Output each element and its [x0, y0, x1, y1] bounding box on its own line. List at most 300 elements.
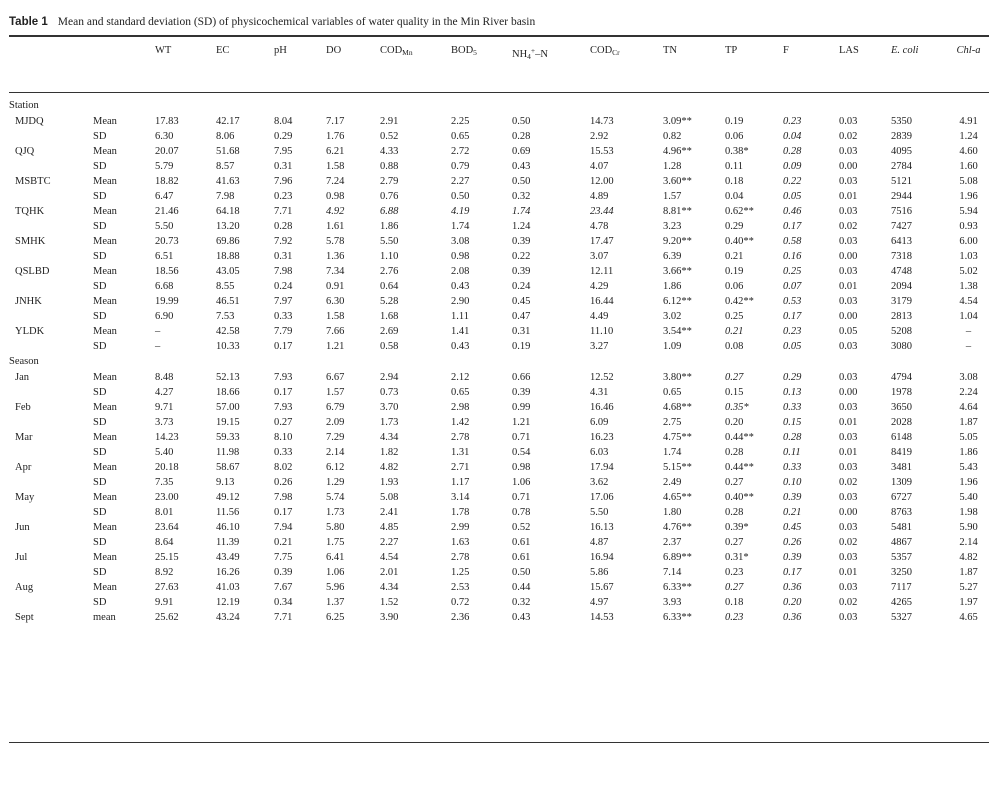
table-cell: 1.52	[380, 597, 399, 608]
table-cell: 16.46	[590, 402, 614, 413]
table-cell: 4.65**	[663, 492, 692, 503]
table-cell: 1.74	[663, 447, 682, 458]
table-cell: 0.00	[839, 311, 858, 322]
table-cell: 6.33**	[663, 612, 692, 623]
table-cell: 14.23	[155, 432, 179, 443]
table-cell: 2.25	[451, 116, 470, 127]
table-cell: 0.88	[380, 161, 399, 172]
table-cell: 0.91	[326, 281, 345, 292]
table-cell: 1.03	[959, 251, 978, 262]
table-row	[9, 324, 989, 339]
table-cell: 8.48	[155, 372, 174, 383]
table-cell: 5357	[891, 552, 912, 563]
table-cell: 2.79	[380, 176, 399, 187]
table-cell: 0.01	[839, 567, 858, 578]
table-cell: 4.60	[959, 146, 978, 157]
table-cell: 0.61	[512, 537, 531, 548]
table-cell: 5.50	[590, 507, 609, 518]
table-cell: 1.80	[663, 507, 682, 518]
table-cell: 0.32	[512, 191, 531, 202]
table-cell: 4.92	[326, 206, 345, 217]
table-cell: 4.82	[380, 462, 399, 473]
table-cell: 3.73	[155, 417, 174, 428]
table-cell: 0.24	[512, 281, 531, 292]
table-title: Mean and standard deviation (SD) of physicochemical variables of water quality in the Min River basin	[57, 16, 536, 28]
table-cell: 2.91	[380, 116, 399, 127]
table-cell: 1.82	[380, 447, 399, 458]
table-cell: 1.24	[512, 221, 531, 232]
table-cell: 6.30	[155, 131, 174, 142]
table-cell: 2.14	[326, 447, 345, 458]
stat-label: SD	[93, 191, 107, 202]
table-cell: 7.98	[216, 191, 235, 202]
table-row	[9, 415, 989, 430]
table-cell: 0.02	[839, 537, 858, 548]
col-tp: TP	[725, 45, 738, 56]
col-chla: Chl-a	[956, 45, 981, 56]
table-cell: 1.61	[326, 221, 345, 232]
row-label	[9, 595, 93, 610]
table-label: Table 1	[9, 16, 48, 28]
table-cell: 0.29	[274, 131, 293, 142]
table-cell: 2.78	[451, 552, 470, 563]
table-cell: 7516	[891, 206, 912, 217]
table-cell: 6.25	[326, 612, 345, 623]
table-cell: 0.28	[512, 131, 531, 142]
table-cell: 17.83	[155, 116, 179, 127]
row-label: MSBTC	[15, 176, 51, 187]
table-cell: 49.12	[216, 492, 240, 503]
table-body	[9, 98, 989, 625]
table-cell: 0.03	[839, 266, 858, 277]
row-label: QJQ	[15, 146, 35, 157]
table-cell: 2.14	[959, 537, 978, 548]
stat-label: SD	[93, 507, 107, 518]
table-cell: 0.62**	[725, 206, 754, 217]
table-cell: 5121	[891, 176, 912, 187]
table-cell: 11.10	[590, 326, 614, 337]
stat-label: Mean	[93, 296, 117, 307]
table-cell: 0.27	[274, 417, 293, 428]
table-cell: 0.02	[839, 597, 858, 608]
row-label	[9, 385, 93, 400]
table-cell: 16.26	[216, 567, 240, 578]
table-cell: 0.18	[725, 176, 744, 187]
table-cell: 0.15	[725, 387, 744, 398]
table-cell: 23.64	[155, 522, 179, 533]
table-cell: 0.65	[663, 387, 682, 398]
table-cell: 0.44**	[725, 432, 754, 443]
stat-label: SD	[93, 417, 107, 428]
table-cell: 17.94	[590, 462, 614, 473]
table-cell: 1.06	[512, 477, 531, 488]
table-cell: 0.04	[783, 131, 802, 142]
table-cell: 1.97	[959, 597, 978, 608]
table-cell: 6.39	[663, 251, 682, 262]
table-cell: 5.79	[155, 161, 174, 172]
table-cell: 4.89	[590, 191, 609, 202]
table-cell: 1.31	[451, 447, 470, 458]
table-cell: 1.41	[451, 326, 470, 337]
table-cell: 0.27	[725, 477, 744, 488]
table-cell: 2.69	[380, 326, 399, 337]
section-station	[9, 98, 989, 114]
row-label: Mar	[15, 432, 33, 443]
table-cell: 11.98	[216, 447, 240, 458]
table-cell: 7427	[891, 221, 912, 232]
table-cell: 23.00	[155, 492, 179, 503]
table-cell: 0.01	[839, 281, 858, 292]
table-cell: 0.28	[725, 507, 744, 518]
stat-label: Mean	[93, 326, 117, 337]
table-cell: 1.63	[451, 537, 470, 548]
stat-label: mean	[93, 612, 116, 623]
table-cell: 0.27	[725, 537, 744, 548]
table-cell: 5.27	[959, 582, 978, 593]
table-cell: 2.09	[326, 417, 345, 428]
table-cell: 2.76	[380, 266, 399, 277]
table-cell: 6.68	[155, 281, 174, 292]
row-label: Apr	[15, 462, 32, 473]
stat-label: SD	[93, 387, 107, 398]
table-cell: 0.66	[512, 372, 531, 383]
table-cell: 5.40	[155, 447, 174, 458]
table-cell: 0.23	[274, 191, 293, 202]
table-cell: 7.94	[274, 522, 293, 533]
table-cell: 16.94	[590, 552, 614, 563]
table-cell: 4.82	[959, 552, 978, 563]
table-cell: 2028	[891, 417, 912, 428]
table-cell: 0.23	[783, 326, 802, 337]
table-cell: 25.15	[155, 552, 179, 563]
row-label: SMHK	[15, 236, 46, 247]
table-cell: 1.78	[451, 507, 470, 518]
row-label: May	[15, 492, 35, 503]
table-cell: 5.40	[959, 492, 978, 503]
table-cell: 6.90	[155, 311, 174, 322]
table-cell: 0.21	[725, 326, 744, 337]
table-row	[9, 189, 989, 204]
table-cell: 0.21	[725, 251, 744, 262]
table-cell: 3.80**	[663, 372, 692, 383]
table-cell: 0.32	[512, 597, 531, 608]
table-cell: 0.38*	[725, 146, 749, 157]
table-cell: 4.49	[590, 311, 609, 322]
table-cell: 59.33	[216, 432, 240, 443]
table-cell: 0.17	[274, 507, 293, 518]
stat-label: Mean	[93, 206, 117, 217]
row-label: Jul	[15, 552, 28, 563]
table-row	[9, 430, 989, 445]
table-row	[9, 174, 989, 189]
table-cell: 7.98	[274, 492, 293, 503]
table-cell: 0.27	[725, 372, 744, 383]
stat-label: SD	[93, 341, 107, 352]
table-cell: 7.79	[274, 326, 293, 337]
table-cell: 7.98	[274, 266, 293, 277]
table-cell: 0.99	[512, 402, 531, 413]
table-cell: 0.39	[274, 567, 293, 578]
table-cell: 1.04	[959, 311, 978, 322]
table-cell: 0.45	[512, 296, 531, 307]
table-cell: 15.53	[590, 146, 614, 157]
table-cell: 0.26	[783, 537, 802, 548]
table-cell: 6.47	[155, 191, 174, 202]
table-cell: 0.03	[839, 492, 858, 503]
table-cell: 3.62	[590, 477, 609, 488]
table-cell: 6.30	[326, 296, 345, 307]
table-cell: 2813	[891, 311, 912, 322]
table-cell: 0.31	[274, 161, 293, 172]
stat-label: SD	[93, 447, 107, 458]
table-cell: 4867	[891, 537, 912, 548]
row-label	[9, 535, 93, 550]
row-label	[9, 129, 93, 144]
table-cell: 4.68**	[663, 402, 692, 413]
table-cell: –	[155, 341, 161, 352]
table-cell: –	[965, 326, 972, 337]
table-row	[9, 144, 989, 159]
table-cell: 0.33	[274, 447, 293, 458]
table-cell: 4.76**	[663, 522, 692, 533]
table-cell: 7.71	[274, 612, 293, 623]
table-cell: 0.02	[839, 477, 858, 488]
table-cell: 5.50	[380, 236, 399, 247]
table-cell: 0.05	[839, 326, 858, 337]
table-cell: 25.62	[155, 612, 179, 623]
table-cell: 46.51	[216, 296, 240, 307]
table-cell: 0.22	[783, 176, 802, 187]
table-cell: 2.24	[959, 387, 978, 398]
table-cell: 6.12**	[663, 296, 692, 307]
table-cell: 0.03	[839, 462, 858, 473]
table-cell: 0.73	[380, 387, 399, 398]
table-cell: 0.78	[512, 507, 531, 518]
table-cell: 8.04	[274, 116, 293, 127]
table-cell: 4.34	[380, 582, 399, 593]
table-row	[9, 249, 989, 264]
table-cell: 6.03	[590, 447, 609, 458]
table-cell: 6.09	[590, 417, 609, 428]
stat-label: Mean	[93, 146, 117, 157]
table-row	[9, 475, 989, 490]
stat-label: Mean	[93, 236, 117, 247]
table-cell: 0.31	[512, 326, 531, 337]
table-cell: 20.07	[155, 146, 179, 157]
table-cell: 0.20	[783, 597, 802, 608]
stat-label: Mean	[93, 582, 117, 593]
table-cell: 2.49	[663, 477, 682, 488]
table-cell: 4.54	[380, 552, 399, 563]
table-cell: 5.90	[959, 522, 978, 533]
table-cell: 1.73	[326, 507, 345, 518]
table-row	[9, 610, 989, 625]
table-cell: 0.29	[725, 221, 744, 232]
table-cell: 4.91	[959, 116, 978, 127]
table-cell: 8763	[891, 507, 912, 518]
table-cell: 0.21	[783, 507, 802, 518]
table-cell: 69.86	[216, 236, 240, 247]
table-cell: 0.42**	[725, 296, 754, 307]
table-cell: 0.28	[783, 146, 802, 157]
table-cell: 3.08	[451, 236, 470, 247]
table-row	[9, 520, 989, 535]
table-cell: 8.64	[155, 537, 174, 548]
table-cell: 4.75**	[663, 432, 692, 443]
top-rule	[9, 35, 989, 37]
table-cell: 0.33	[783, 462, 802, 473]
table-cell: 16.13	[590, 522, 614, 533]
table-row	[9, 370, 989, 385]
table-cell: 1.17	[451, 477, 470, 488]
table-cell: 5.78	[326, 236, 345, 247]
table-cell: 5.15**	[663, 462, 692, 473]
table-cell: 0.01	[839, 417, 858, 428]
table-cell: 1309	[891, 477, 912, 488]
table-cell: 0.18	[725, 597, 744, 608]
table-cell: 0.27	[725, 582, 744, 593]
table-cell: 17.06	[590, 492, 614, 503]
table-cell: 9.91	[155, 597, 174, 608]
table-cell: 7.92	[274, 236, 293, 247]
table-cell: 0.15	[783, 417, 802, 428]
table-cell: 1.58	[326, 311, 345, 322]
table-cell: 6.51	[155, 251, 174, 262]
table-cell: 0.52	[512, 522, 531, 533]
table-cell: 11.56	[216, 507, 240, 518]
table-cell: 9.13	[216, 477, 235, 488]
stat-label: SD	[93, 537, 107, 548]
table-cell: 7.14	[663, 567, 682, 578]
table-cell: 3.14	[451, 492, 470, 503]
table-cell: 0.58	[783, 236, 802, 247]
stat-label: Mean	[93, 522, 117, 533]
table-cell: 0.39	[512, 236, 531, 247]
stat-label: SD	[93, 597, 107, 608]
stat-label: Mean	[93, 462, 117, 473]
stat-label: SD	[93, 567, 107, 578]
table-cell: 8419	[891, 447, 912, 458]
table-cell: 0.19	[512, 341, 531, 352]
row-label: Jun	[15, 522, 30, 533]
table-cell: 0.72	[451, 597, 470, 608]
row-label	[9, 189, 93, 204]
table-row	[9, 595, 989, 610]
table-cell: 18.82	[155, 176, 179, 187]
table-cell: 7.53	[216, 311, 235, 322]
table-cell: 0.50	[451, 191, 470, 202]
table-cell: 5.80	[326, 522, 345, 533]
row-label	[9, 159, 93, 174]
stat-label: SD	[93, 251, 107, 262]
table-cell: 0.00	[839, 507, 858, 518]
table-cell: 0.33	[274, 311, 293, 322]
table-cell: 7.34	[326, 266, 345, 277]
table-cell: 3481	[891, 462, 912, 473]
table-cell: 8.10	[274, 432, 293, 443]
table-cell: 0.98	[326, 191, 345, 202]
table-cell: 0.44**	[725, 462, 754, 473]
table-row	[9, 490, 989, 505]
table-row	[9, 309, 989, 324]
table-cell: 0.39	[512, 387, 531, 398]
table-cell: 6727	[891, 492, 912, 503]
table-cell: 0.35*	[725, 402, 749, 413]
table-cell: 0.22	[512, 251, 531, 262]
table-row	[9, 550, 989, 565]
table-cell: 7.96	[274, 176, 293, 187]
table-cell: 1.68	[380, 311, 399, 322]
table-cell: 2.01	[380, 567, 399, 578]
table-cell: 7.17	[326, 116, 345, 127]
table-cell: 10.33	[216, 341, 240, 352]
table-cell: 1.93	[380, 477, 399, 488]
table-cell: 20.18	[155, 462, 179, 473]
row-label	[9, 565, 93, 580]
table-cell: 4.19	[451, 206, 470, 217]
table-cell: 2.12	[451, 372, 470, 383]
table-row	[9, 264, 989, 279]
stat-label: Mean	[93, 402, 117, 413]
row-label: Jan	[15, 372, 29, 383]
table-cell: 8.92	[155, 567, 174, 578]
table-cell: 14.73	[590, 116, 614, 127]
table-cell: 0.16	[783, 251, 802, 262]
table-row	[9, 114, 989, 129]
table-cell: 2.72	[451, 146, 470, 157]
table-cell: 2.90	[451, 296, 470, 307]
table-cell: 41.63	[216, 176, 240, 187]
table-cell: 3080	[891, 341, 912, 352]
table-cell: 6.33**	[663, 582, 692, 593]
table-row	[9, 505, 989, 520]
table-cell: 2094	[891, 281, 912, 292]
table-cell: 4.97	[590, 597, 609, 608]
section-season	[9, 354, 989, 370]
table-cell: 7.67	[274, 582, 293, 593]
table-cell: 1.24	[959, 131, 978, 142]
col-ph: pH	[274, 45, 287, 56]
table-cell: 0.79	[451, 161, 470, 172]
table-cell: 0.06	[725, 131, 744, 142]
row-label	[9, 249, 93, 264]
row-label	[9, 445, 93, 460]
table-cell: 9.20**	[663, 236, 692, 247]
table-cell: 41.03	[216, 582, 240, 593]
table-cell: 58.67	[216, 462, 240, 473]
table-cell: 7.75	[274, 552, 293, 563]
table-cell: 0.05	[783, 191, 802, 202]
table-cell: 43.24	[216, 612, 240, 623]
table-cell: 2.92	[590, 131, 609, 142]
table-cell: 0.61	[512, 552, 531, 563]
table-cell: 1.86	[959, 447, 978, 458]
table-cell: 2.41	[380, 507, 399, 518]
table-cell: 2.08	[451, 266, 470, 277]
table-cell: 7.95	[274, 146, 293, 157]
col-ecoli: E. coli	[891, 45, 919, 56]
table-cell: 46.10	[216, 522, 240, 533]
stat-label: SD	[93, 311, 107, 322]
table-cell: 5.86	[590, 567, 609, 578]
table-cell: 4.64	[959, 402, 978, 413]
table-cell: 1.36	[326, 251, 345, 262]
table-cell: 2.99	[451, 522, 470, 533]
table-cell: 12.19	[216, 597, 240, 608]
table-cell: 2.27	[380, 537, 399, 548]
table-cell: 0.43	[451, 341, 470, 352]
table-cell: 0.28	[274, 221, 293, 232]
